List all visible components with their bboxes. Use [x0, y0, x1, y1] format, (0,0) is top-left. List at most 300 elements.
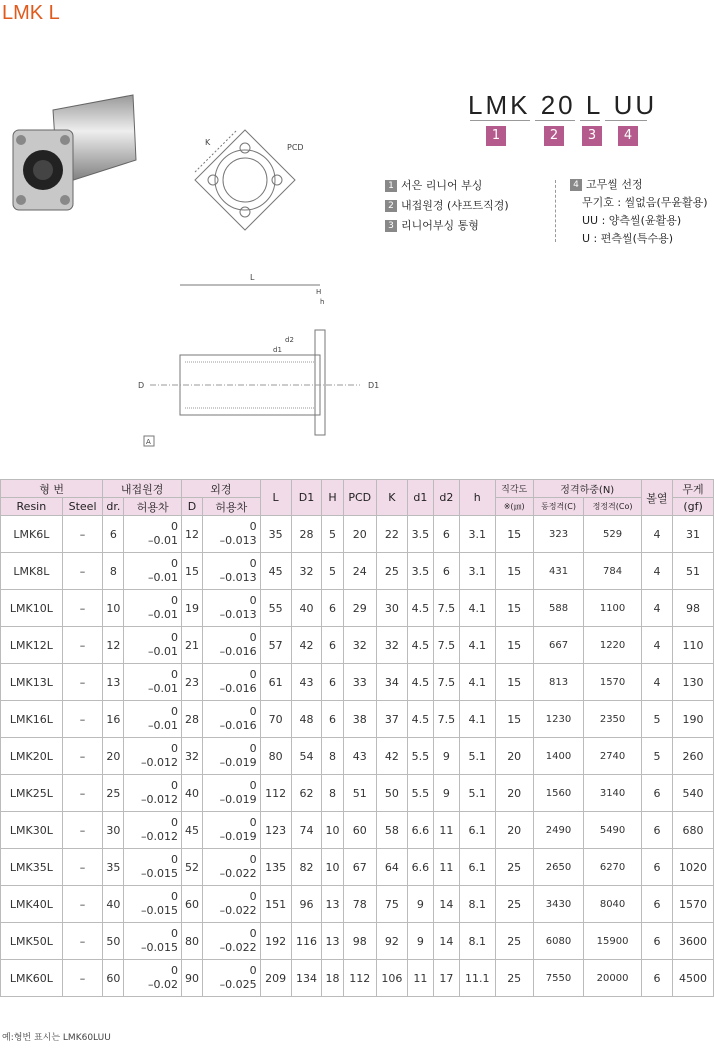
table-cell: 106 — [376, 960, 407, 997]
table-cell: 3600 — [673, 923, 714, 960]
table-cell: LMK8L — [1, 553, 63, 590]
table-cell: 28 — [291, 516, 322, 553]
legend-left — [385, 176, 509, 236]
table-cell: 151 — [260, 886, 291, 923]
tolerance-upper: 0 — [171, 890, 178, 903]
table-cell: 8.1 — [459, 886, 495, 923]
table-cell: 35 — [260, 516, 291, 553]
table-cell: 8040 — [584, 886, 641, 923]
table-cell: 13 — [103, 664, 124, 701]
dim-h-upper-label: H — [316, 288, 322, 296]
table-cell: 192 — [260, 923, 291, 960]
table-cell: 15 — [495, 516, 533, 553]
table-cell: 6 — [322, 590, 343, 627]
table-cell: 588 — [533, 590, 584, 627]
tolerance-upper: 0 — [249, 631, 257, 644]
product-photo — [8, 90, 138, 220]
table-cell: 4.5 — [407, 627, 433, 664]
table-cell: LMK60L — [1, 960, 63, 997]
table-row — [1, 738, 714, 775]
table-cell: 25 — [103, 775, 124, 812]
table-cell: 55 — [260, 590, 291, 627]
table-cell: 20 — [495, 738, 533, 775]
table-cell: 50 — [376, 775, 407, 812]
table-cell: 112 — [260, 775, 291, 812]
table-row — [1, 516, 714, 553]
table-cell: 1100 — [584, 590, 641, 627]
tolerance-upper: 0 — [171, 927, 178, 940]
th-outer-dia: 외경 — [182, 480, 261, 498]
table-cell: 3.1 — [459, 516, 495, 553]
table-cell: 3.5 — [407, 516, 433, 553]
table-cell: LMK13L — [1, 664, 63, 701]
tolerance-upper: 0 — [249, 927, 257, 940]
th-d-tol: 허용차 — [203, 498, 261, 516]
table-cell: 1220 — [584, 627, 641, 664]
table-cell: 12 — [103, 627, 124, 664]
tolerance-upper: 0 — [171, 668, 178, 681]
table-cell: 32 — [291, 553, 322, 590]
table-cell: 51 — [343, 775, 376, 812]
table-cell: 29 — [343, 590, 376, 627]
th-dynamic: 동정격(C) — [533, 498, 584, 516]
tolerance-cell — [124, 590, 182, 627]
side-section-view — [130, 270, 390, 460]
tolerance-upper: 0 — [171, 742, 178, 755]
table-cell: 67 — [343, 849, 376, 886]
page-title: LMK L — [2, 2, 60, 24]
table-cell: 80 — [182, 923, 203, 960]
dim-h-lower-label: h — [320, 298, 325, 306]
table-cell: 6 — [641, 960, 672, 997]
table-cell: 1400 — [533, 738, 584, 775]
table-cell: 5.5 — [407, 775, 433, 812]
table-cell: 10 — [103, 590, 124, 627]
table-cell: 24 — [343, 553, 376, 590]
tolerance-upper: 0 — [171, 557, 178, 570]
th-d1-outer: D1 — [291, 480, 322, 516]
legend-num: 3 — [385, 220, 397, 232]
table-cell: 25 — [495, 960, 533, 997]
table-cell: 5 — [322, 553, 343, 590]
table-cell: 9 — [407, 886, 433, 923]
tolerance-lower: –0.02 — [148, 978, 178, 991]
table-cell: 40 — [103, 886, 124, 923]
table-cell: 2350 — [584, 701, 641, 738]
tolerance-lower: –0.016 — [219, 682, 257, 695]
table-cell: 17 — [433, 960, 459, 997]
table-cell: 82 — [291, 849, 322, 886]
tolerance-cell — [203, 627, 261, 664]
tolerance-cell — [124, 553, 182, 590]
table-row — [1, 664, 714, 701]
table-cell: 20 — [495, 775, 533, 812]
th-weight-unit: (gf) — [673, 498, 714, 516]
table-cell: 64 — [376, 849, 407, 886]
table-cell: 15 — [182, 553, 203, 590]
table-cell: 134 — [291, 960, 322, 997]
table-cell: 32 — [376, 627, 407, 664]
flange-top-view — [175, 110, 315, 250]
table-cell: 6270 — [584, 849, 641, 886]
tolerance-upper: 0 — [249, 853, 257, 866]
table-cell: – — [62, 516, 103, 553]
table-cell: LMK12L — [1, 627, 63, 664]
tolerance-lower: –0.012 — [141, 756, 178, 769]
table-cell: – — [62, 886, 103, 923]
tolerance-lower: –0.01 — [148, 682, 178, 695]
table-cell: 4 — [641, 627, 672, 664]
tolerance-lower: –0.015 — [141, 904, 178, 917]
table-cell: 6 — [433, 516, 459, 553]
part-number-code — [468, 90, 657, 121]
table-cell: 5.1 — [459, 738, 495, 775]
th-d: D — [182, 498, 203, 516]
tolerance-upper: 0 — [249, 594, 257, 607]
th-load: 정격하중(N) — [533, 480, 641, 498]
table-cell: 32 — [182, 738, 203, 775]
table-row — [1, 627, 714, 664]
table-row — [1, 923, 714, 960]
th-model: 형 번 — [1, 480, 103, 498]
table-cell: 10 — [322, 849, 343, 886]
table-cell: 25 — [495, 849, 533, 886]
tolerance-cell — [203, 516, 261, 553]
table-cell: 1560 — [533, 775, 584, 812]
th-k: K — [376, 480, 407, 516]
table-cell: 7.5 — [433, 701, 459, 738]
tolerance-cell — [203, 849, 261, 886]
table-cell: 98 — [343, 923, 376, 960]
table-cell: 15 — [495, 553, 533, 590]
th-balls: 볼열 — [641, 480, 672, 516]
footnote: 예:형번 표시는 LMK60LUU — [2, 1033, 111, 1043]
legend-line: U : 편측씰(특수용) — [582, 232, 674, 245]
table-cell: 7550 — [533, 960, 584, 997]
table-cell: 15 — [495, 701, 533, 738]
table-cell: 6080 — [533, 923, 584, 960]
table-cell: 6 — [103, 516, 124, 553]
th-d2: d2 — [433, 480, 459, 516]
table-cell: 11 — [433, 849, 459, 886]
table-cell: 1020 — [673, 849, 714, 886]
th-l: L — [260, 480, 291, 516]
th-steel: Steel — [62, 498, 103, 516]
table-cell: 4.5 — [407, 590, 433, 627]
tolerance-upper: 0 — [171, 779, 178, 792]
table-row — [1, 553, 714, 590]
code-marker: 2 — [544, 126, 564, 146]
tolerance-lower: –0.019 — [219, 830, 257, 843]
table-cell: 13 — [322, 923, 343, 960]
table-cell: 43 — [291, 664, 322, 701]
table-cell: 45 — [182, 812, 203, 849]
table-cell: 4.1 — [459, 627, 495, 664]
legend-divider — [555, 180, 556, 242]
table-cell: 7.5 — [433, 590, 459, 627]
table-cell: 30 — [376, 590, 407, 627]
tolerance-upper: 0 — [171, 853, 178, 866]
code-underline — [605, 120, 647, 121]
table-cell: 112 — [343, 960, 376, 997]
tolerance-cell — [203, 812, 261, 849]
tolerance-upper: 0 — [249, 816, 257, 829]
table-cell: 6.1 — [459, 849, 495, 886]
tolerance-lower: –0.019 — [219, 756, 257, 769]
table-cell: 25 — [376, 553, 407, 590]
legend-num: 4 — [570, 179, 582, 191]
table-cell: 6.6 — [407, 812, 433, 849]
table-cell: 6 — [641, 886, 672, 923]
tolerance-cell — [203, 590, 261, 627]
table-cell: 30 — [103, 812, 124, 849]
table-cell: 51 — [673, 553, 714, 590]
th-resin: Resin — [1, 498, 63, 516]
tolerance-lower: –0.016 — [219, 645, 257, 658]
tolerance-cell — [203, 664, 261, 701]
table-cell: 431 — [533, 553, 584, 590]
table-cell: 2740 — [584, 738, 641, 775]
table-cell: 57 — [260, 627, 291, 664]
tolerance-lower: –0.013 — [219, 608, 257, 621]
table-cell: 25 — [495, 886, 533, 923]
table-row — [1, 960, 714, 997]
table-cell: 18 — [322, 960, 343, 997]
table-cell: – — [62, 553, 103, 590]
tolerance-upper: 0 — [171, 964, 178, 977]
table-cell: 9 — [433, 775, 459, 812]
code-part-3: L — [585, 90, 604, 120]
dim-d-label: D — [138, 381, 145, 390]
table-cell: 12 — [182, 516, 203, 553]
tolerance-upper: 0 — [249, 557, 257, 570]
table-cell: 42 — [376, 738, 407, 775]
tolerance-upper: 0 — [249, 742, 257, 755]
table-cell: 4.1 — [459, 664, 495, 701]
table-cell: 9 — [433, 738, 459, 775]
table-cell: 14 — [433, 886, 459, 923]
table-cell: 6 — [433, 553, 459, 590]
table-cell: 31 — [673, 516, 714, 553]
table-cell: 6 — [641, 849, 672, 886]
tolerance-lower: –0.01 — [148, 608, 178, 621]
table-cell: 5 — [641, 738, 672, 775]
table-cell: 14 — [433, 923, 459, 960]
table-cell: 3.1 — [459, 553, 495, 590]
table-cell: 4 — [641, 516, 672, 553]
table-cell: 20 — [495, 812, 533, 849]
table-cell: 4 — [641, 553, 672, 590]
table-cell: 130 — [673, 664, 714, 701]
tolerance-upper: 0 — [171, 631, 178, 644]
table-cell: – — [62, 738, 103, 775]
tolerance-cell — [124, 664, 182, 701]
table-cell: 4 — [641, 590, 672, 627]
table-cell: 6.1 — [459, 812, 495, 849]
th-dr-tol: 허용차 — [124, 498, 182, 516]
tolerance-lower: –0.013 — [219, 534, 257, 547]
tolerance-lower: –0.022 — [219, 941, 257, 954]
th-squareness: 직각도 — [495, 480, 533, 498]
table-cell: 11.1 — [459, 960, 495, 997]
tolerance-cell — [124, 701, 182, 738]
th-hole-h: h — [459, 480, 495, 516]
tolerance-upper: 0 — [171, 816, 178, 829]
table-cell: 15900 — [584, 923, 641, 960]
table-cell: 6.6 — [407, 849, 433, 886]
code-underline — [580, 120, 600, 121]
code-part-2: 20 — [540, 90, 576, 120]
table-cell: – — [62, 701, 103, 738]
table-cell: 4.1 — [459, 590, 495, 627]
th-static: 정정격(Co) — [584, 498, 641, 516]
legend-text: 리니어부싱 통형 — [401, 219, 479, 232]
table-cell: – — [62, 849, 103, 886]
table-cell: 813 — [533, 664, 584, 701]
table-cell: 45 — [260, 553, 291, 590]
table-cell: LMK20L — [1, 738, 63, 775]
table-cell: 5.1 — [459, 775, 495, 812]
table-cell: 2490 — [533, 812, 584, 849]
table-row — [1, 849, 714, 886]
table-cell: – — [62, 960, 103, 997]
tolerance-upper: 0 — [249, 890, 257, 903]
tolerance-cell — [203, 886, 261, 923]
table-cell: 25 — [495, 923, 533, 960]
table-cell: LMK10L — [1, 590, 63, 627]
tolerance-lower: –0.019 — [219, 793, 257, 806]
table-cell: 260 — [673, 738, 714, 775]
table-cell: LMK50L — [1, 923, 63, 960]
table-cell: 48 — [291, 701, 322, 738]
th-weight: 무게 — [673, 480, 714, 498]
table-cell: 110 — [673, 627, 714, 664]
th-inner-dia: 내접원경 — [103, 480, 182, 498]
code-underline — [470, 120, 530, 121]
table-cell: 70 — [260, 701, 291, 738]
tolerance-lower: –0.01 — [148, 719, 178, 732]
tolerance-cell — [203, 701, 261, 738]
table-cell: 61 — [260, 664, 291, 701]
table-cell: 34 — [376, 664, 407, 701]
table-cell: 20 — [343, 516, 376, 553]
tolerance-cell — [124, 923, 182, 960]
table-cell: 60 — [103, 960, 124, 997]
tolerance-cell — [203, 960, 261, 997]
tolerance-cell — [124, 849, 182, 886]
table-cell: 54 — [291, 738, 322, 775]
th-dr: dr. — [103, 498, 124, 516]
legend-line: UU : 양측씰(윤활용) — [582, 214, 682, 227]
table-cell: 4.5 — [407, 701, 433, 738]
table-cell: 75 — [376, 886, 407, 923]
table-cell: 78 — [343, 886, 376, 923]
table-cell: 98 — [673, 590, 714, 627]
legend-right — [570, 176, 708, 248]
table-cell: 5 — [322, 516, 343, 553]
table-cell: 8.1 — [459, 923, 495, 960]
tolerance-upper: 0 — [249, 668, 257, 681]
tolerance-lower: –0.013 — [219, 571, 257, 584]
tolerance-lower: –0.022 — [219, 867, 257, 880]
table-cell: 23 — [182, 664, 203, 701]
dim-d1-hole-label: d1 — [273, 346, 282, 354]
table-cell: – — [62, 812, 103, 849]
table-cell: 6 — [641, 812, 672, 849]
table-cell: 15 — [495, 627, 533, 664]
dim-l-label: L — [250, 273, 255, 282]
table-cell: 28 — [182, 701, 203, 738]
tolerance-upper: 0 — [249, 779, 257, 792]
table-cell: 80 — [260, 738, 291, 775]
tolerance-lower: –0.01 — [148, 534, 178, 547]
dim-k-label: K — [205, 138, 211, 147]
table-cell: 74 — [291, 812, 322, 849]
table-cell: LMK30L — [1, 812, 63, 849]
table-row — [1, 701, 714, 738]
table-cell: 6 — [322, 701, 343, 738]
table-cell: LMK35L — [1, 849, 63, 886]
table-cell: 5.5 — [407, 738, 433, 775]
legend-text: 서은 리니어 부싱 — [401, 179, 483, 192]
table-cell: 3430 — [533, 886, 584, 923]
table-cell: 1570 — [584, 664, 641, 701]
table-cell: 8 — [322, 775, 343, 812]
table-cell: 680 — [673, 812, 714, 849]
code-underline — [535, 120, 575, 121]
table-cell: 38 — [343, 701, 376, 738]
table-cell: 7.5 — [433, 627, 459, 664]
table-cell: 40 — [182, 775, 203, 812]
table-cell: 6 — [322, 664, 343, 701]
code-marker: 3 — [582, 126, 602, 146]
dim-d2-hole-label: d2 — [285, 336, 294, 344]
table-cell: 19 — [182, 590, 203, 627]
table-cell: 60 — [343, 812, 376, 849]
table-cell: 32 — [343, 627, 376, 664]
table-cell: 6 — [322, 627, 343, 664]
th-d1: d1 — [407, 480, 433, 516]
tolerance-cell — [124, 627, 182, 664]
table-cell: 5 — [641, 701, 672, 738]
tolerance-lower: –0.015 — [141, 867, 178, 880]
table-cell: 21 — [182, 627, 203, 664]
table-cell: 37 — [376, 701, 407, 738]
table-cell: 42 — [291, 627, 322, 664]
table-cell: 4500 — [673, 960, 714, 997]
table-cell: 52 — [182, 849, 203, 886]
tolerance-upper: 0 — [249, 520, 257, 533]
table-cell: 35 — [103, 849, 124, 886]
table-cell: 8 — [322, 738, 343, 775]
legend-num: 2 — [385, 200, 397, 212]
table-cell: 92 — [376, 923, 407, 960]
table-row — [1, 775, 714, 812]
tolerance-cell — [124, 738, 182, 775]
th-pcd: PCD — [343, 480, 376, 516]
table-cell: – — [62, 627, 103, 664]
legend-title: 고무씰 선정 — [586, 178, 643, 191]
table-cell: 209 — [260, 960, 291, 997]
table-cell: LMK40L — [1, 886, 63, 923]
table-cell: 33 — [343, 664, 376, 701]
tolerance-cell — [124, 775, 182, 812]
tolerance-lower: –0.012 — [141, 830, 178, 843]
tolerance-upper: 0 — [249, 964, 257, 977]
table-cell: 3.5 — [407, 553, 433, 590]
table-cell: 4.5 — [407, 664, 433, 701]
table-cell: 135 — [260, 849, 291, 886]
